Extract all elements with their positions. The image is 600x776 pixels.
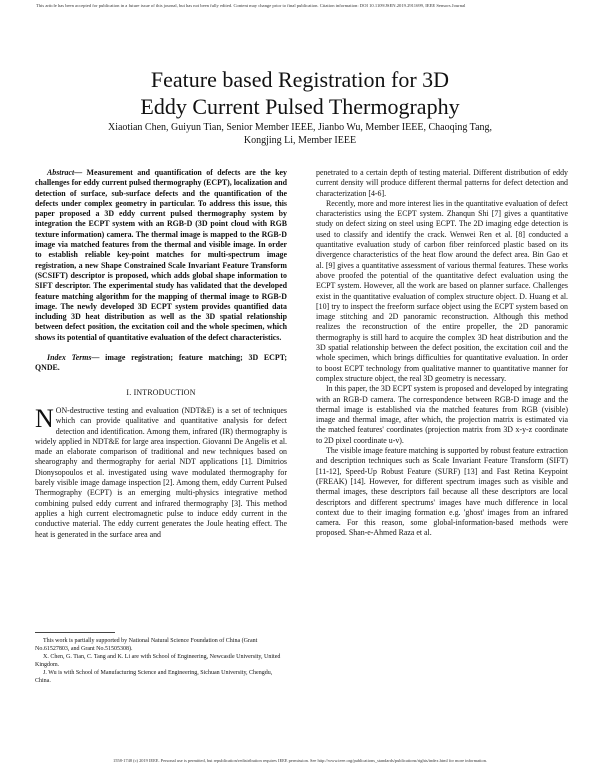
paper-title <box>0 66 600 120</box>
index-terms <box>35 353 287 374</box>
right-paragraph-4: The visible image feature matching is supported by robust feature extraction and description techniques such as Scale Invariant Feature Transform (SIFT) [11-12], Speed-Up Robust Feature (SURF) [13] and Fast Retina Keypoint (FREAK) [14]. However, for different spectrum images such as visible and thermal images, these descriptors fail because all these descriptors are local descriptors and different spectrums' images have much difference in local context due to their imaging formation e.g. 'ghost' images from an infrared camera. For this reason, some global-information-based methods were proposed. Shan-e-Ahmed Raza et al. <box>316 446 568 538</box>
left-column <box>35 168 287 540</box>
index-terms-label: Index Terms <box>47 353 92 363</box>
authors-line-2: Kongjing Li, Member IEEE <box>243 135 357 146</box>
footnotes <box>35 632 287 685</box>
intro-paragraph <box>35 403 287 540</box>
right-paragraph-1: penetrated to a certain depth of testing material. Different distribution of eddy current density will produce different thermal patterns for defect detection and characterization [4-6]. <box>316 168 568 198</box>
section-heading-introduction: I. INTRODUCTION <box>126 387 196 397</box>
footnote-affiliation-1: X. Chen, G. Tian, C. Tang and K. Li are with School of Engineering, Newcastle University, United Kingdom. <box>35 654 281 668</box>
footnote-divider <box>35 632 115 633</box>
header-notice: This article has been accepted for publication in a future issue of this journal, but has not been fully edited. Content may change prior to final publication. Citation information: DOI 10.1109/JSEN.2019.2911699, IEEE Sensors Journal <box>36 3 466 8</box>
footnote-funding: This work is partially supported by National Natural Science Foundation of China (Grant No.61527803, and Grant No.51505308). <box>35 638 258 652</box>
copyright-notice: 1558-1748 (c) 2019 IEEE. Personal use is permitted, but republication/redistribution requires IEEE permission. See http://www.ieee.org/publications_standards/publications/rights/index.html for more information. <box>113 758 487 763</box>
title-line-2: Eddy Current Pulsed Thermography <box>140 94 460 119</box>
author-list <box>60 121 540 147</box>
intro-paragraph-text: ON-destructive testing and evaluation (NDT&E) is a set of techniques which can provide qualitative and quantitative analysis for defect detection and identification. Among them, infrared (IR) thermography is widely applied in NDT&E for large area inspection. Giovanni De Angelis et al. made an elaborate comparison of traditional and new techniques based on shearography and thermography for aerial NDT applications [1]. Dimitrios Dionysopoulos et al. investigated using wave modulated thermography for barely visible image damage inspection [2]. Among them, eddy Current Pulsed Thermography (ECPT) is an emerging multi-physics integrative method combining pulsed eddy current and infrared thermography [3]. This method applies a high current electromagnetic pulse to induce eddy current in the conductive material. The eddy current generates the Joule heating effect. The heat is generated in the surface area and <box>35 405 287 539</box>
abstract-label: Abstract <box>47 168 75 177</box>
abstract-text: — Measurement and quantification of defects are the key challenges for eddy current pulsed thermography (ECPT), localization and detection of surface, sub-surface defects and the quantification of the defects under complex geometry in particular. To address this issue, this paper proposed a 3D eddy current pulsed thermography system by integration the ECPT system with an RGB-D (3D point cloud with RGB texture information) camera. The thermal image is mapped to the RGB-D image via matched features from the thermal and visible image. In order to establish reliable key-point matches for multi-spectrum image registration, a new Shape Constrained Scale Invariant Feature Transform (SCSIFT) descriptor is proposed, which adds global shape information to SIFT descriptor. The experimental study has validated that the developed feature matching algorithm for the mapping of thermal image to RGB-D image. The newly developed 3D ECPT system provides quantified data including 3D heat distribution as well as the 3D spatial relationship between defect position, the excitation coil and the whole specimen, which shows its potential of quantitative evaluation of the defect characteristics. <box>35 168 287 342</box>
right-column <box>316 168 568 539</box>
right-paragraph-2: Recently, more and more interest lies in the quantitative evaluation of defect characteristics using the ECPT system. Zhanqun Shi [7] gives a quantitative study on defect sizing on steel using ECPT. The 2D imaging edge detection is used to classify and identify the crack. Wenwei Ren et al. [8] conducted a quantitative evaluation study of carbon fiber reinforced plastic based on its divergence characteristics of the heat flow around the defect area. Bin Gao et al. [9] gives a quantitative assessment of various thermal features. These works above proofed the potential of the quantitative defect evaluation using the ECPT system. However, all the work are based on planner surface. Challenges exist in the quantitative evaluation of complex structure object. D. Huang et al. [10] try to inspect the freeform surface object using the ECPT system based on image stitching and 2D panoramic reconstruction. Although this method realizes the reconstruction of the entire propeller, the 2D panoramic thermography is still hard to acquire the complex 3D heat distribution and the 3D spatial relationship between the defect position, the excitation coil and the whole specimen, which brings difficulties for quantitative evaluation. In order to boost ECPT technology from qualitative manner to quantitative manner for complex structure object, the real 3D geometry is necessary. <box>316 198 568 383</box>
abstract <box>35 168 287 343</box>
drop-cap: N <box>35 403 54 433</box>
right-paragraph-3: In this paper, the 3D ECPT system is proposed and developed by integrating with an RGB-D camera. The correspondence between RGB-D image and the thermal image is established via the matched features from RGB (visible) image and thermal image, after which, the projection matrix is estimated via the matched features' coordinates (projection matrix from 3D x-y-z coordinate to 2D pixel coordinate u-v). <box>316 384 568 445</box>
title-line-1: Feature based Registration for 3D <box>150 67 450 92</box>
index-terms-text: — image registration; feature matching; 3D ECPT; QNDE. <box>35 353 288 373</box>
footnote-affiliation-2: J. Wu is with School of Manufacturing Science and Engineering, Sichuan University, Chengdu, China. <box>35 670 273 684</box>
authors-line-1: Xiaotian Chen, Guiyun Tian, Senior Member IEEE, Jianbo Wu, Member IEEE, Chaoqing Tang, <box>107 122 493 133</box>
